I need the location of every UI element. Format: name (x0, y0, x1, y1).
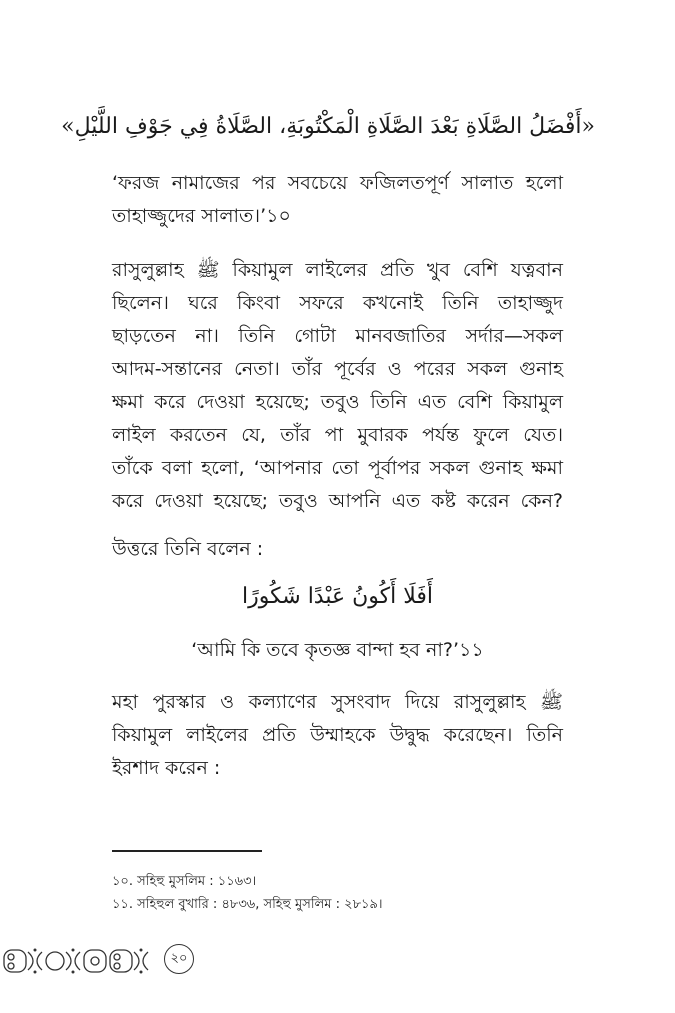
para3-line: মহা পুরস্কার ও কল্যাণের সুসংবাদ দিয়ে রাসুলুল্লাহ ﷺ (112, 691, 563, 713)
ornament-border-icon (2, 944, 160, 978)
footnote: ১১. সহিহুল বুখারি : ৪৮৩৬, সহিহু মুসলিম : ২৮১৯। (112, 897, 383, 912)
para2-line: লাইল করতেন যে, তাঁর পা মুবারক পর্যন্ত ফুলে যেত। (112, 424, 563, 446)
page-number: ২০ (164, 944, 194, 974)
para2-line: করে দেওয়া হয়েছে; তবুও আপনি এত কষ্ট করেন কেন? (112, 490, 563, 512)
para1-line: ‘ফরজ নামাজের পর সবচেয়ে ফজিলতপূর্ণ সালাত হলো (112, 172, 563, 194)
para2-line: রাসুলুল্লাহ ﷺ কিয়ামুল লাইলের প্রতি খুব বেশি যত্নবান (112, 259, 563, 281)
para1-line: তাহাজ্জুদের সালাত।’১০ (112, 205, 291, 227)
para2-line: ক্ষমা করে দেওয়া হয়েছে; তবুও তিনি এত বেশি কিয়ামুল (112, 391, 563, 413)
para3-line: ইরশাদ করেন : (112, 757, 221, 779)
para2-line: আদম-সন্তানের নেতা। তাঁর পূর্বের ও পরের সকল গুনাহ (112, 358, 563, 380)
arabic-reply: أَفَلَا أَكُونُ عَبْدًا شَكُورًا (242, 584, 433, 609)
para2-line: ছাড়তেন না। তিনি গোটা মানবজাতির সর্দার—সকল (112, 325, 563, 347)
reply-translation: ‘আমি কি তবে কৃতজ্ঞ বান্দা হব না?’১১ (191, 639, 484, 661)
para3-line: কিয়ামুল লাইলের প্রতি উম্মাহকে উদ্বুদ্ধ করেছেন। তিনি (112, 724, 563, 746)
arabic-hadith: «أَفْضَلُ الصَّلَاةِ بَعْدَ الصَّلَاةِ الْمَكْتُوبَةِ، الصَّلَاةُ فِي جَوْفِ اللَّيْلِ» (61, 114, 595, 139)
footnote-divider (112, 850, 262, 852)
para2-line: তাঁকে বলা হলো, ‘আপনার তো পূর্বাপর সকল গুনাহ ক্ষমা (112, 457, 563, 479)
reply-intro: উত্তরে তিনি বলেন : (112, 538, 264, 560)
para2-line: ছিলেন। ঘরে কিংবা সফরে কখনোই তিনি তাহাজ্জুদ (112, 292, 563, 314)
footnote: ১০. সহিহু মুসলিম : ১১৬৩। (112, 874, 257, 889)
